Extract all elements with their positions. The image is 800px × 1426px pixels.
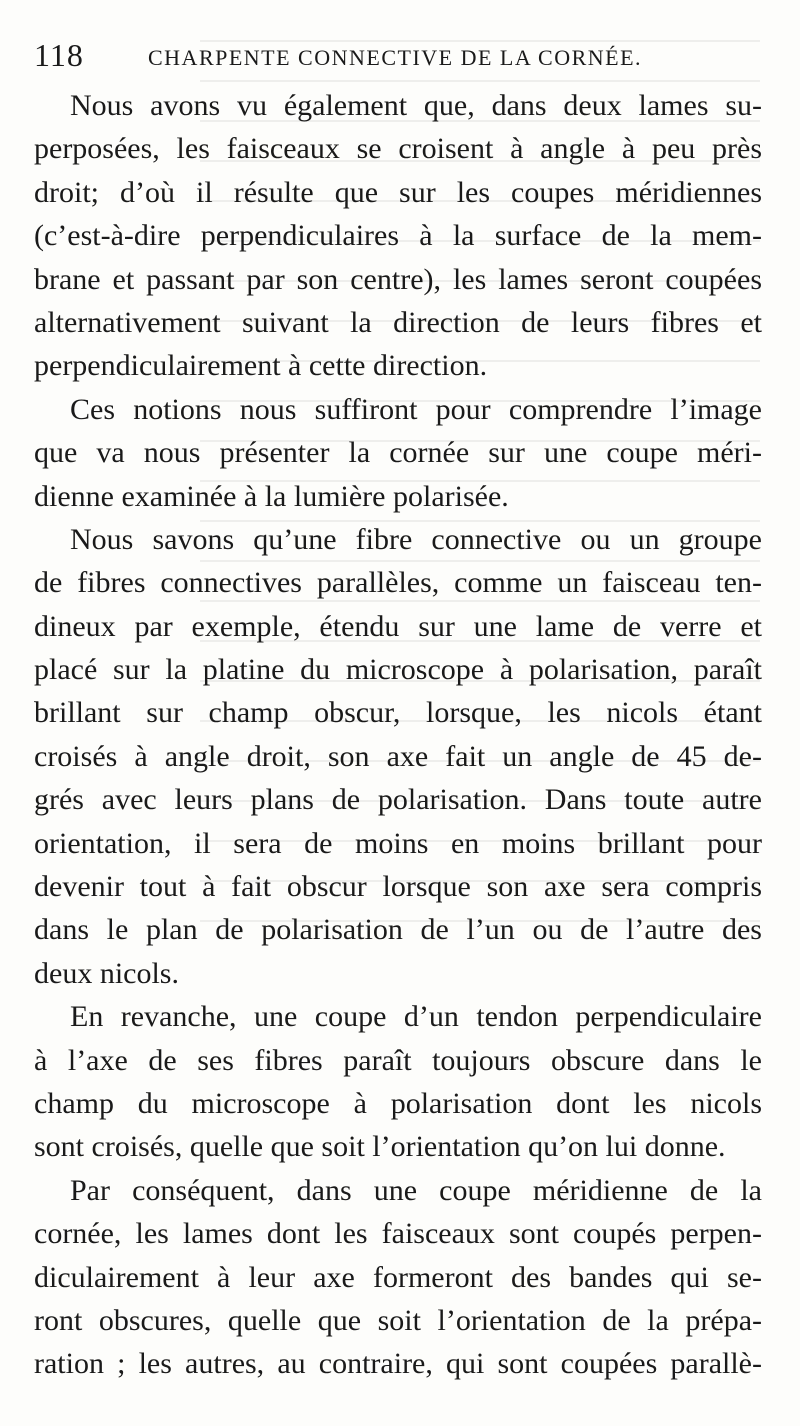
text-line: brane et passant par son centre), les lames seront coupées: [34, 262, 762, 296]
text-line: droit; d’où il résulte que sur les coupes méridiennes: [34, 175, 762, 209]
text-line: dans le plan de polarisation de l’un ou de l’autre des: [34, 913, 762, 947]
paragraph: [34, 518, 762, 995]
text-line: Ces notions nous suffiront pour comprendre l’image: [70, 392, 762, 426]
text-line: brillant sur champ obscur, lorsque, les nicols étant: [34, 696, 762, 730]
text-line: (c’est-à-dire perpendiculaires à la surface de la mem-: [34, 219, 762, 253]
text-line: à l’axe de ses fibres paraît toujours obscure dans le: [34, 1043, 762, 1077]
text-line: Par conséquent, dans une coupe méridienne de la: [70, 1173, 762, 1207]
text-line: perpendiculairement à cette direction.: [34, 349, 488, 383]
body-text: [34, 84, 762, 1404]
text-line: grés avec leurs plans de polarisation. Dans toute autre: [34, 783, 762, 817]
text-line: En revanche, une coupe d’un tendon perpendiculaire: [70, 1000, 762, 1034]
text-line: sont croisés, quelle que soit l’orientation qu’on lui donne.: [34, 1130, 726, 1164]
text-line: deux nicols.: [34, 956, 179, 990]
text-line: champ du microscope à polarisation dont les nicols: [34, 1086, 762, 1120]
paragraph: [34, 84, 762, 388]
text-line: dienne examinée à la lumière polarisée.: [34, 479, 509, 513]
paragraph: [34, 1169, 762, 1386]
paragraph: [34, 995, 762, 1169]
text-line: Nous avons vu également que, dans deux lames su-: [70, 89, 762, 122]
text-line: cornée, les lames dont les faisceaux sont coupés perpen-: [34, 1217, 762, 1251]
text-line: perposées, les faisceaux se croisent à angle à peu près: [34, 132, 762, 166]
paragraph: [34, 388, 762, 518]
text-line: que va nous présenter la cornée sur une coupe méri-: [34, 436, 762, 470]
running-title: CHARPENTE CONNECTIVE DE LA CORNÉE.: [148, 45, 643, 70]
text-line: placé sur la platine du microscope à polarisation, paraît: [34, 653, 762, 687]
text-line: croisés à angle droit, son axe fait un angle de 45 de-: [34, 739, 762, 773]
running-header: [34, 32, 754, 76]
text-line: orientation, il sera de moins en moins brillant pour: [34, 826, 762, 860]
text-line: Nous savons qu’une fibre connective ou un groupe: [70, 522, 762, 556]
text-line: devenir tout à fait obscur lorsque son axe sera compris: [34, 870, 762, 904]
page-number: 118: [34, 37, 84, 73]
text-line: de fibres connectives parallèles, comme un faisceau ten-: [34, 566, 762, 600]
text-line: ront obscures, quelle que soit l’orientation de la prépa-: [34, 1303, 762, 1337]
text-line: alternativement suivant la direction de leurs fibres et: [34, 305, 762, 339]
text-line: dineux par exemple, étendu sur une lame de verre et: [34, 609, 762, 643]
text-line: diculairement à leur axe formeront des bandes qui se-: [34, 1260, 762, 1294]
text-line: ration ; les autres, au contraire, qui sont coupées parallè-: [34, 1347, 762, 1381]
